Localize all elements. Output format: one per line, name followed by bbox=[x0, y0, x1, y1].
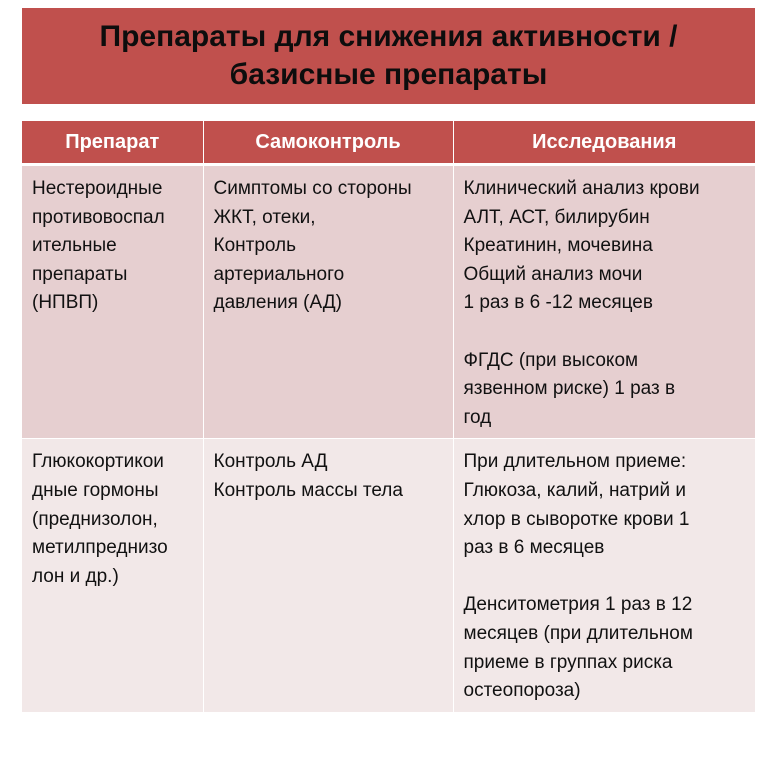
header-drug: Препарат bbox=[22, 121, 203, 165]
table-header-row bbox=[22, 121, 755, 165]
cell-text: Креатинин, мочевина bbox=[463, 235, 653, 257]
cell-spacer bbox=[464, 318, 746, 347]
cell-text: (НПВП) bbox=[32, 292, 99, 314]
cell-text: ФГДС (при высоком bbox=[463, 349, 639, 371]
header-selfcontrol: Самоконтроль bbox=[203, 121, 453, 165]
selfcontrol-cell bbox=[203, 439, 453, 712]
cell-text: (преднизолон, bbox=[32, 508, 158, 530]
cell-text: Глюкокортикои bbox=[32, 451, 164, 473]
cell-text: хлор в сыворотке крови 1 bbox=[463, 508, 690, 530]
cell-text: Контроль bbox=[213, 235, 297, 257]
cell-text: При длительном приеме: bbox=[463, 451, 687, 473]
tests-cell bbox=[453, 439, 755, 712]
header-tests: Исследования bbox=[453, 121, 755, 165]
cell-text: лон и др.) bbox=[32, 565, 119, 587]
cell-spacer bbox=[464, 563, 746, 592]
table-row bbox=[22, 439, 755, 712]
cell-text: Денситометрия 1 раз в 12 bbox=[463, 594, 693, 616]
tests-cell bbox=[453, 165, 755, 439]
cell-text: остеопороза) bbox=[463, 680, 581, 702]
cell-text: месяцев (при длительном bbox=[463, 622, 693, 644]
cell-text: Симптомы со стороны bbox=[213, 178, 412, 199]
cell-text: раз в 6 месяцев bbox=[463, 537, 605, 559]
cell-text: Контроль АД bbox=[213, 451, 328, 473]
cell-text: Глюкоза, калий, натрий и bbox=[463, 479, 686, 501]
cell-text: приеме в группах риска bbox=[463, 651, 673, 673]
cell-text: Нестероидные bbox=[32, 178, 163, 199]
cell-text: Клинический анализ крови bbox=[463, 178, 700, 199]
cell-text: Общий анализ мочи bbox=[463, 263, 643, 285]
cell-text: артериального bbox=[213, 263, 345, 285]
cell-text: 1 раз в 6 -12 месяцев bbox=[463, 292, 653, 314]
drug-cell bbox=[22, 165, 203, 439]
drug-cell bbox=[22, 439, 203, 712]
title-banner bbox=[22, 8, 755, 104]
cell-text: метилпреднизо bbox=[32, 537, 168, 559]
cell-text: ЖКТ, отеки, bbox=[213, 206, 316, 228]
slide-title-line-1: Препараты для снижения активности / bbox=[99, 20, 678, 53]
cell-text: препараты bbox=[32, 263, 128, 285]
cell-text: Контроль массы тела bbox=[213, 479, 403, 501]
cell-text: дные гормоны bbox=[32, 479, 159, 501]
selfcontrol-cell bbox=[203, 165, 453, 439]
cell-text: ительные bbox=[32, 235, 117, 257]
slide-title-line-2: базисные препараты bbox=[229, 58, 548, 91]
cell-text: давления (АД) bbox=[213, 292, 342, 314]
cell-text: год bbox=[463, 406, 492, 428]
cell-text: АЛТ, АСТ, билирубин bbox=[463, 206, 650, 228]
cell-text: язвенном риске) 1 раз в bbox=[463, 378, 676, 400]
table-row bbox=[22, 165, 755, 439]
drug-monitoring-table bbox=[22, 121, 755, 713]
cell-text: противовоспал bbox=[32, 206, 165, 228]
